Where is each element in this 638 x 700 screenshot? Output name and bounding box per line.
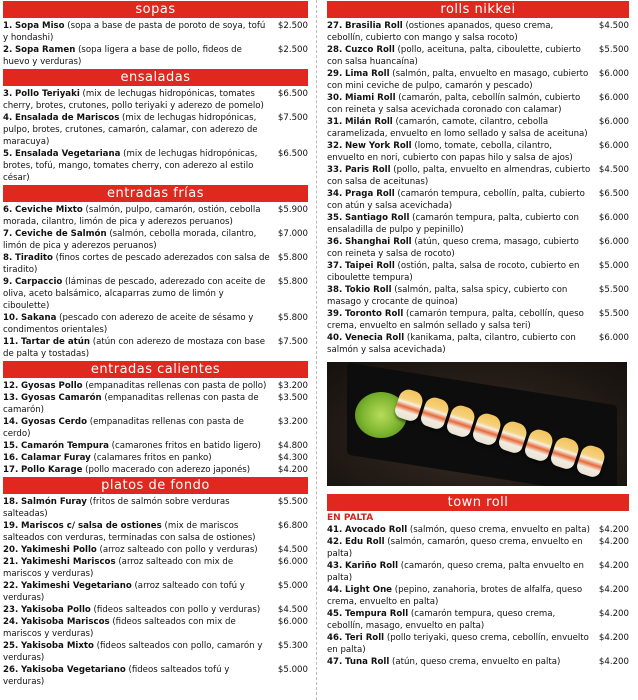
menu-item [3, 380, 308, 392]
item-description: (calamares fritos en panko) [90, 453, 212, 463]
item-price: $2.500 [277, 45, 308, 55]
item-number: 29. [327, 69, 343, 79]
menu-item [3, 336, 308, 360]
section-header-rolls-nikkei: rolls nikkei [327, 1, 629, 18]
item-name: Gyosas Camarón [20, 393, 102, 403]
item-price: $5.800 [277, 313, 308, 323]
menu-item [3, 496, 308, 520]
menu-item [3, 464, 308, 476]
menu-item-text [327, 308, 595, 332]
menu-item-text [3, 392, 274, 416]
menu-item-text [327, 44, 595, 68]
item-number: 28. [327, 45, 343, 55]
menu-item-text [3, 20, 274, 44]
item-description: (pollo macerado con aderezo japonés) [82, 465, 251, 475]
item-description: (salmón, pulpo, camarón, ostión, cebolla morada, cilantro, limón de pica y aderezos peruanos) [3, 205, 261, 227]
item-price: $6.000 [598, 117, 629, 127]
item-number: 36. [327, 237, 343, 247]
menu-item-text [327, 332, 595, 356]
item-description: (láminas de pescado, aderezado con aceite de oliva, aceto balsámico, alcaparras zumo de limón y ciboulette) [3, 277, 266, 311]
item-description: (pollo teriyaki, queso crema, cebollín, envuelto en palta) [327, 633, 589, 655]
item-number: 19. [3, 521, 19, 531]
item-name: Avocado Roll [344, 525, 408, 535]
menu-item-text [3, 616, 274, 640]
item-description: (salmón, cebolla morada, cilantro, limón de pica y aderezos peruanos) [3, 229, 257, 251]
menu-item [327, 308, 629, 332]
item-number: 1. [3, 21, 13, 31]
item-name: Yakisoba Vegetariano [20, 665, 126, 675]
left-sections [3, 1, 308, 688]
menu-item-text [3, 452, 274, 464]
item-description: (pollo, palta, envuelto en almendras, cubierto con salsa de aceitunas) [327, 165, 591, 187]
item-price: $6.000 [277, 557, 308, 567]
item-description: (camarón, queso crema, palta envuelto en palta) [327, 561, 584, 583]
menu-item [3, 416, 308, 440]
item-price: $6.500 [277, 89, 308, 99]
item-number: 22. [3, 581, 19, 591]
left-column [3, 0, 308, 688]
item-name: Camarón Tempura [20, 441, 109, 451]
item-number: 24. [3, 617, 19, 627]
item-price: $5.500 [598, 285, 629, 295]
menu-item-text [3, 496, 274, 520]
item-price: $5.000 [598, 261, 629, 271]
menu-item-text [327, 164, 595, 188]
item-number: 17. [3, 465, 19, 475]
item-name: Tartar de atún [20, 337, 91, 347]
menu-item-text [327, 68, 595, 92]
item-price: $4.200 [598, 609, 629, 619]
item-number: 2. [3, 45, 13, 55]
menu-item [3, 616, 308, 640]
menu-item [3, 392, 308, 416]
item-name: Edu Roll [344, 537, 385, 547]
item-number: 47. [327, 657, 343, 667]
item-description: (pepino, zanahoria, brotes de alfalfa, queso crema, envuelto en palta) [327, 585, 583, 607]
item-number: 46. [327, 633, 343, 643]
item-number: 33. [327, 165, 343, 175]
item-price: $5.000 [277, 581, 308, 591]
section-header: entradas calientes [3, 361, 308, 378]
item-number: 7. [3, 229, 13, 239]
menu-item-text [327, 116, 595, 140]
item-number: 14. [3, 417, 19, 427]
menu-item [3, 228, 308, 252]
menu-item-text [3, 440, 274, 452]
item-price: $4.500 [277, 605, 308, 615]
item-name: Ceviche Mixto [14, 205, 83, 215]
item-name: Santiago Roll [344, 213, 410, 223]
item-number: 27. [327, 21, 343, 31]
menu-item-text [3, 580, 274, 604]
item-description: (ostiones apanados, queso crema, cebollín, cubierto con mango y salsa rocoto) [327, 21, 554, 43]
item-name: Salmón Furay [20, 497, 87, 507]
menu-item [327, 536, 629, 560]
item-price: $7.000 [277, 229, 308, 239]
menu-item-text [3, 204, 274, 228]
right-column [327, 0, 629, 668]
item-number: 44. [327, 585, 343, 595]
item-name: Praga Roll [344, 189, 395, 199]
item-number: 6. [3, 205, 13, 215]
item-price: $4.500 [277, 545, 308, 555]
item-price: $4.500 [598, 21, 629, 31]
item-price: $4.200 [598, 585, 629, 595]
menu-item [327, 332, 629, 356]
item-description: (camarón tempura, cebollín, palta, cubierto con atún y salsa acevichada) [327, 189, 585, 211]
menu-item-text [3, 464, 274, 476]
menu-item [327, 44, 629, 68]
menu-item [327, 560, 629, 584]
section-header: sopas [3, 1, 308, 18]
item-number: 10. [3, 313, 19, 323]
menu-item [3, 580, 308, 604]
item-number: 11. [3, 337, 19, 347]
item-price: $4.200 [598, 561, 629, 571]
item-price: $3.200 [277, 381, 308, 391]
item-description: (camarón tempura, palta, cebollín, queso crema, envuelto en salmón sellado y salsa teri) [327, 309, 584, 331]
item-number: 45. [327, 609, 343, 619]
item-price: $6.000 [598, 93, 629, 103]
item-name: Yakisoba Mixto [20, 641, 94, 651]
menu-item-text [327, 140, 595, 164]
item-name: Yakimeshi Pollo [20, 545, 97, 555]
item-description: (sopa a base de pasta de poroto de soya, tofú y hondashi) [3, 21, 266, 43]
menu-item [3, 276, 308, 312]
item-name: Gyosas Pollo [20, 381, 83, 391]
item-price: $3.200 [277, 417, 308, 427]
menu-item [3, 664, 308, 688]
item-description: (arroz salteado con tofú y verduras) [3, 581, 245, 603]
item-number: 8. [3, 253, 13, 263]
item-description: (camarón tempura, palta, cubierto con ensaladilla de pulpo y pepinillo) [327, 213, 579, 235]
item-description: (salmón, palta, envuelto en masago, cubierto con mini ceviche de pulpo, camarón y pescado) [327, 69, 589, 91]
item-name: Shanghai Roll [344, 237, 412, 247]
item-number: 9. [3, 277, 13, 287]
item-description: (salmón, queso crema, envuelto en palta) [407, 525, 590, 535]
menu-item-text [3, 556, 274, 580]
item-price: $4.800 [277, 441, 308, 451]
item-description: (salmón, camarón, queso crema, envuelto en palta) [327, 537, 583, 559]
item-description: (empanaditas rellenas con pasta de cerdo) [3, 417, 244, 439]
item-price: $7.500 [277, 113, 308, 123]
item-price: $4.200 [598, 633, 629, 643]
item-number: 20. [3, 545, 19, 555]
menu-item [3, 604, 308, 616]
item-number: 30. [327, 93, 343, 103]
item-price: $6.500 [277, 149, 308, 159]
menu-item [327, 284, 629, 308]
item-price: $4.200 [598, 657, 629, 667]
menu-item [3, 544, 308, 556]
item-price: $6.800 [277, 521, 308, 531]
item-number: 18. [3, 497, 19, 507]
menu-item-text [327, 584, 595, 608]
item-number: 40. [327, 333, 343, 343]
menu-item-text [3, 544, 274, 556]
item-description: (fritos de salmón sobre verduras salteadas) [3, 497, 230, 519]
item-name: Carpaccio [14, 277, 63, 287]
menu-item [327, 20, 629, 44]
item-number: 16. [3, 453, 19, 463]
menu-item-text [3, 276, 274, 312]
item-price: $5.800 [277, 253, 308, 263]
menu-item [327, 188, 629, 212]
item-name: Ceviche de Salmón [14, 229, 107, 239]
menu-item [3, 520, 308, 544]
item-description: (fideos salteados con mix de mariscos y verduras) [3, 617, 236, 639]
menu-item-text [327, 632, 595, 656]
rolls-nikkei-list [327, 20, 629, 356]
menu-item-text [3, 520, 274, 544]
item-number: 32. [327, 141, 343, 151]
item-number: 12. [3, 381, 19, 391]
item-price: $4.500 [598, 165, 629, 175]
item-description: (camarón, palta, cebollín salmón, cubierto con reineta y salsa acevichada coronado con calamar) [327, 93, 581, 115]
item-number: 34. [327, 189, 343, 199]
item-number: 3. [3, 89, 13, 99]
menu-item-text [3, 640, 274, 664]
item-name: Calamar Furay [20, 453, 91, 463]
item-price: $4.200 [277, 465, 308, 475]
item-price: $6.000 [598, 141, 629, 151]
item-name: Yakimeshi Vegetariano [20, 581, 132, 591]
section-header: ensaladas [3, 69, 308, 86]
item-name: Yakisoba Pollo [20, 605, 91, 615]
item-price: $4.200 [598, 537, 629, 547]
item-description: (arroz salteado con mix de mariscos y verduras) [3, 557, 234, 579]
item-name: Taipei Roll [344, 261, 395, 271]
item-name: Light One [344, 585, 393, 595]
item-name: Sopa Ramen [14, 45, 76, 55]
menu-item-text [327, 536, 595, 560]
item-description: (atún, queso crema, masago, cubierto con reineta y salsa de rocoto) [327, 237, 579, 259]
menu-item-text [327, 212, 595, 236]
menu-item-text [3, 252, 274, 276]
item-price: $3.500 [277, 393, 308, 403]
menu-item-text [327, 260, 595, 284]
item-description: (empanaditas rellenas con pasta de camarón) [3, 393, 259, 415]
item-description: (pollo, aceituna, palta, ciboulette, cubierto con salsa huancaína) [327, 45, 581, 67]
item-price: $6.000 [598, 333, 629, 343]
town-roll-list [327, 524, 629, 668]
item-name: Yakisoba Mariscos [20, 617, 110, 627]
item-number: 5. [3, 149, 13, 159]
item-description: (camarón tempura, queso crema, cebollín, masago, envuelto en palta) [327, 609, 556, 631]
item-number: 35. [327, 213, 343, 223]
menu-item [327, 524, 629, 536]
menu-item [327, 584, 629, 608]
menu-item-text [327, 236, 595, 260]
menu-item-text [3, 312, 274, 336]
item-name: Cuzco Roll [344, 45, 395, 55]
item-description: (camarones fritos en batido ligero) [108, 441, 261, 451]
item-number: 37. [327, 261, 343, 271]
menu-item [327, 116, 629, 140]
menu-item [3, 88, 308, 112]
menu-item-text [3, 380, 274, 392]
item-name: Brasilia Roll [344, 21, 403, 31]
item-price: $5.000 [277, 665, 308, 675]
menu-item-text [327, 608, 595, 632]
menu-item-text [3, 44, 274, 68]
menu-item-text [3, 664, 274, 688]
item-description: (atún, queso crema, envuelto en palta) [389, 657, 561, 667]
item-description: (mix de lechugas hidropónicas, pulpo, brotes, crutones, camarón, calamar, con aderezo de maracuya) [3, 113, 258, 147]
item-number: 43. [327, 561, 343, 571]
menu-item [3, 452, 308, 464]
menu-item-text [3, 228, 274, 252]
item-number: 41. [327, 525, 343, 535]
item-name: Gyosas Cerdo [20, 417, 87, 427]
item-number: 4. [3, 113, 13, 123]
item-name: Tiradito [14, 253, 53, 263]
item-name: Paris Roll [344, 165, 391, 175]
item-name: Kariño Roll [344, 561, 399, 571]
item-price: $2.500 [277, 21, 308, 31]
item-description: (mix de lechugas hidropónicas, brotes, tofú, mango, tomates cherry, con aderezo al estilo césar) [3, 149, 258, 183]
item-description: (arroz salteado con pollo y verduras) [96, 545, 258, 555]
item-price: $4.300 [277, 453, 308, 463]
item-name: Lima Roll [344, 69, 390, 79]
item-number: 31. [327, 117, 343, 127]
item-price: $5.500 [598, 309, 629, 319]
item-name: Pollo Karage [20, 465, 83, 475]
menu-item [3, 44, 308, 68]
item-name: Miami Roll [344, 93, 396, 103]
item-number: 13. [3, 393, 19, 403]
item-name: Yakimeshi Mariscos [20, 557, 116, 567]
menu-item [3, 112, 308, 148]
menu-item-text [327, 524, 595, 536]
item-name: Milán Roll [344, 117, 393, 127]
menu-item [327, 164, 629, 188]
item-name: Teri Roll [344, 633, 385, 643]
menu-item-text [3, 416, 274, 440]
item-description: (mix de mariscos salteados con verduras, terminadas con salsa de ostiones) [3, 521, 256, 543]
menu-item [327, 212, 629, 236]
item-description: (sopa ligera a base de pollo, fideos de huevo y verduras) [3, 45, 242, 67]
menu-item [3, 556, 308, 580]
item-price: $6.000 [598, 69, 629, 79]
item-name: New York Roll [344, 141, 412, 151]
item-description: (ostión, palta, salsa de rocoto, cubierto en ciboulette tempura) [327, 261, 580, 283]
item-number: 21. [3, 557, 19, 567]
item-description: (pescado con aderezo de aceite de sésamo y condimentos orientales) [3, 313, 254, 335]
item-price: $5.300 [277, 641, 308, 651]
item-price: $5.500 [598, 45, 629, 55]
sushi-roll-photo [327, 362, 627, 486]
item-name: Mariscos c/ salsa de ostiones [20, 521, 162, 531]
menu-item [327, 140, 629, 164]
item-description: (kanikama, palta, cilantro, cubierto con salmón y salsa acevichada) [327, 333, 576, 355]
menu-item-text [327, 20, 595, 44]
item-price: $6.000 [598, 237, 629, 247]
menu-item [327, 236, 629, 260]
menu-item [327, 656, 629, 668]
menu-item-text [3, 88, 274, 112]
item-number: 42. [327, 537, 343, 547]
item-name: Pollo Teriyaki [14, 89, 80, 99]
section-header: entradas frías [3, 185, 308, 202]
item-description: (atún con aderezo de mostaza con base de palta y tostadas) [3, 337, 266, 359]
item-description: (fideos salteados tofú y verduras) [3, 665, 230, 687]
item-name: Tokio Roll [344, 285, 392, 295]
item-price: $5.900 [277, 205, 308, 215]
menu-item [3, 252, 308, 276]
menu-item-text [3, 148, 274, 184]
item-name: Venecia Roll [344, 333, 405, 343]
subsection-en-palta: EN PALTA [327, 513, 374, 523]
item-description: (empanaditas rellenas con pasta de pollo) [82, 381, 267, 391]
item-name: Sopa Miso [14, 21, 65, 31]
item-description: (mix de lechugas hidropónicas, tomates cherry, brotes, crutones, pollo teriyaki y aderezo de pomelo) [3, 89, 264, 111]
menu-item [3, 312, 308, 336]
item-number: 39. [327, 309, 343, 319]
item-price: $5.800 [277, 277, 308, 287]
item-number: 25. [3, 641, 19, 651]
menu-item [327, 68, 629, 92]
item-number: 38. [327, 285, 343, 295]
menu-item-text [327, 92, 595, 116]
menu-item [327, 608, 629, 632]
item-description: (salmón, palta, salsa spicy, cubierto con masago y crocante de quinoa) [327, 285, 568, 307]
item-description: (fideos salteados con pollo y verduras) [90, 605, 261, 615]
item-price: $7.500 [277, 337, 308, 347]
menu-item [3, 20, 308, 44]
item-name: Tuna Roll [344, 657, 390, 667]
item-price: $6.500 [598, 189, 629, 199]
menu-item-text [3, 336, 274, 360]
menu-item-text [327, 284, 595, 308]
menu-item [3, 204, 308, 228]
item-description: (finos cortes de pescado aderezados con salsa de tiradito) [3, 253, 270, 275]
menu-item [327, 260, 629, 284]
item-name: Ensalada Vegetariana [14, 149, 121, 159]
menu-item [3, 148, 308, 184]
item-price: $6.000 [277, 617, 308, 627]
item-number: 15. [3, 441, 19, 451]
menu-item [327, 632, 629, 656]
item-description: (fideos salteados con pollo, camarón y verduras) [3, 641, 263, 663]
menu-item-text [327, 188, 595, 212]
menu-item-text [327, 656, 595, 668]
column-divider [316, 0, 317, 700]
item-price: $4.200 [598, 525, 629, 535]
section-header-town-roll: town roll [327, 494, 629, 511]
menu-item [3, 440, 308, 452]
item-name: Sakana [20, 313, 57, 323]
item-description: (lomo, tomate, cebolla, cilantro, envuelto en nori, cubierto con papas hilo y salsa de ajos) [327, 141, 573, 163]
menu-item [327, 92, 629, 116]
item-number: 23. [3, 605, 19, 615]
item-price: $5.500 [277, 497, 308, 507]
item-number: 26. [3, 665, 19, 675]
item-price: $6.000 [598, 213, 629, 223]
menu-item-text [3, 604, 274, 616]
item-name: Ensalada de Mariscos [14, 113, 120, 123]
item-description: (camarón, camote, cilantro, cebolla caramelizada, envuelto en lomo sellado y salsa de aceituna) [327, 117, 588, 139]
menu-item-text [327, 560, 595, 584]
section-header: platos de fondo [3, 477, 308, 494]
item-name: Toronto Roll [344, 309, 404, 319]
menu-item-text [3, 112, 274, 148]
item-name: Tempura Roll [344, 609, 409, 619]
menu-item [3, 640, 308, 664]
